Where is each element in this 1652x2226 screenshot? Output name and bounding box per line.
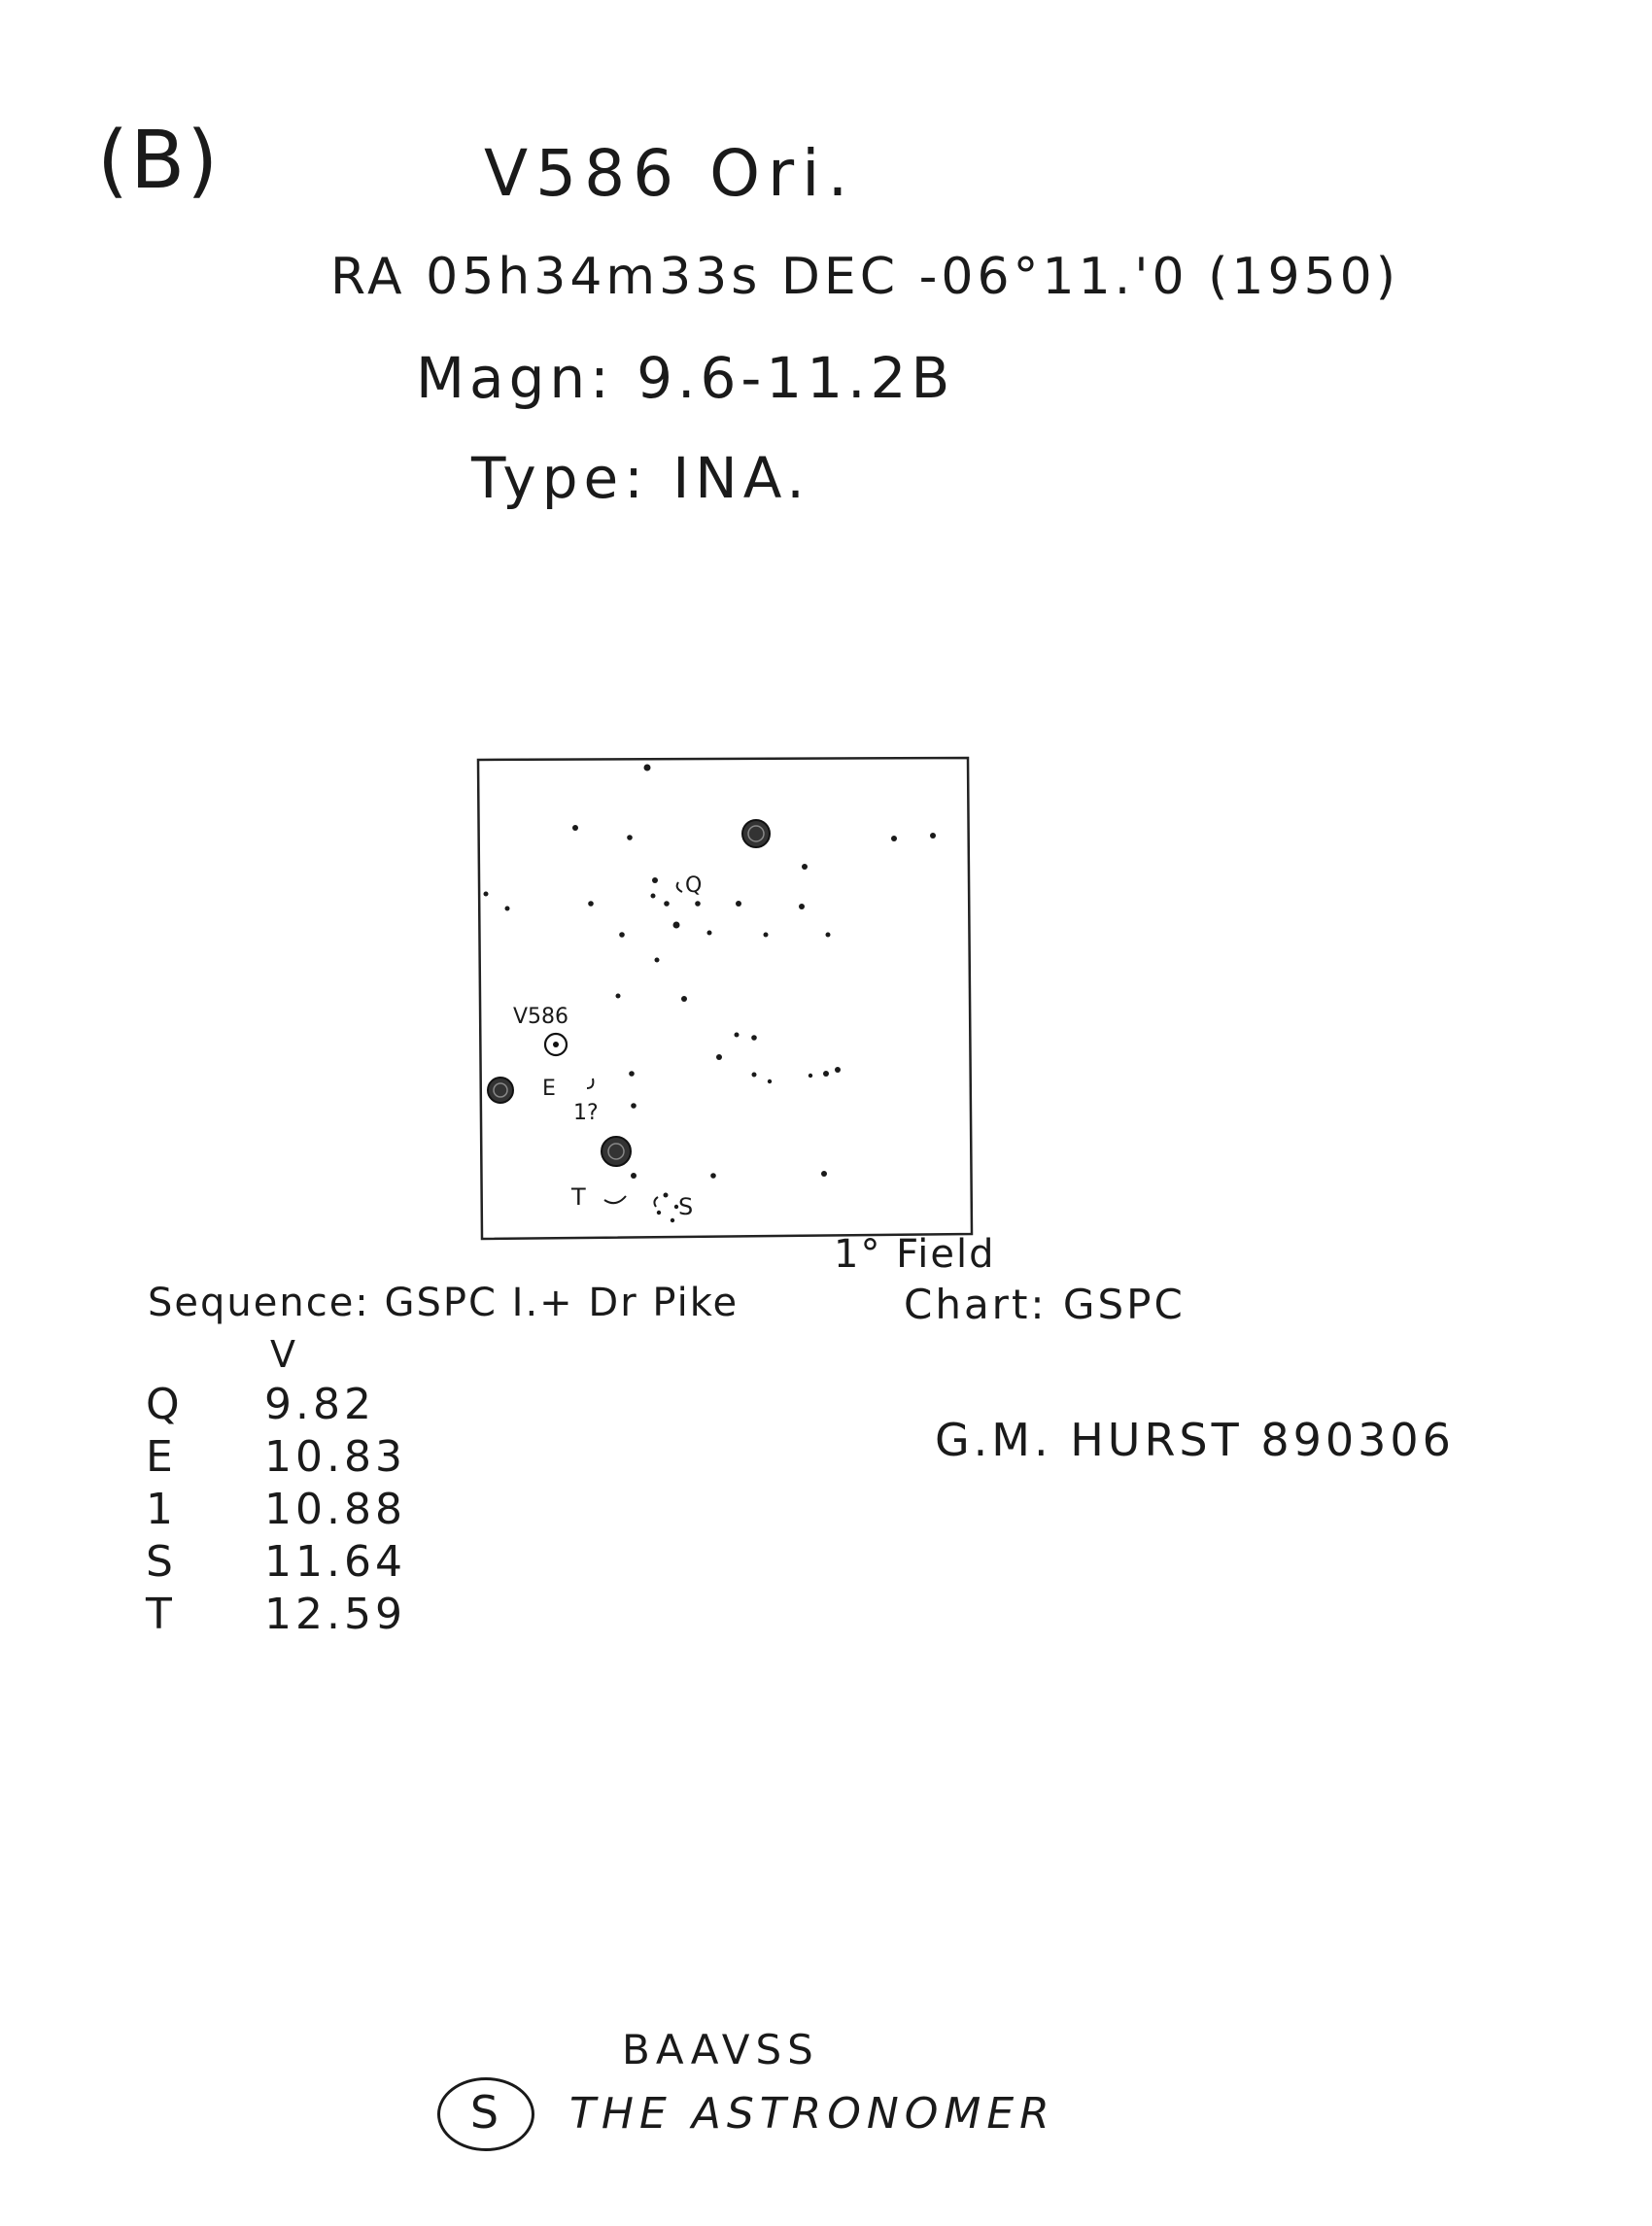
- star: [588, 901, 594, 907]
- sequence-row: [146, 1485, 437, 1535]
- sequence-row: [146, 1432, 437, 1483]
- star: [657, 1211, 661, 1215]
- panel-label: (B): [97, 115, 221, 207]
- bright-stars: [488, 820, 770, 1166]
- star: [484, 892, 489, 897]
- circled-letter-text: S: [469, 2086, 502, 2139]
- star: [664, 901, 670, 907]
- chart-frame: [478, 758, 972, 1239]
- star: [572, 825, 578, 831]
- star: [710, 1173, 716, 1179]
- star: [655, 958, 660, 963]
- sequence-star-label: S: [146, 1537, 176, 1587]
- star: [616, 994, 621, 999]
- star: [826, 933, 831, 938]
- star: [735, 1033, 740, 1038]
- star: [664, 1193, 669, 1198]
- star: [768, 1079, 772, 1083]
- coordinates: RA 05h34m33s DEC -06°11.'0 (1950): [330, 248, 1400, 306]
- star: [695, 901, 701, 907]
- sequence-title: Sequence: GSPC I.+ Dr Pike: [148, 1281, 740, 1325]
- field-stars: [484, 765, 937, 1223]
- star: [764, 933, 769, 938]
- sequence-star-magnitude: 11.64: [264, 1537, 406, 1587]
- star: [651, 894, 656, 899]
- star: [799, 904, 805, 909]
- star: [736, 901, 741, 907]
- star: [716, 1054, 722, 1060]
- star: [681, 996, 687, 1002]
- star: [802, 864, 808, 870]
- star: [751, 1035, 757, 1041]
- bright-star: [602, 1137, 631, 1166]
- chart-label-q: Q: [685, 873, 703, 898]
- star: [629, 1071, 635, 1077]
- star: [891, 836, 897, 841]
- magnitude-range: Magn: 9.6-11.2B: [416, 345, 955, 411]
- sequence-star-label: Q: [146, 1380, 183, 1429]
- organization-name: BAAVSS: [622, 2026, 819, 2073]
- chart-label-1: 1?: [573, 1101, 599, 1125]
- sequence-star-magnitude: 9.82: [264, 1380, 375, 1429]
- sequence-star-label: E: [146, 1432, 176, 1482]
- star: [671, 1218, 674, 1222]
- star: [835, 1067, 841, 1073]
- variable-type: Type: INA.: [471, 445, 810, 511]
- star: [627, 835, 633, 840]
- sequence-star-label: 1: [146, 1485, 176, 1534]
- publication-name: THE ASTRONOMER: [569, 2089, 1055, 2139]
- circled-letter: [437, 2077, 534, 2151]
- star-name: V586 Ori.: [484, 136, 856, 211]
- chart-source: Chart: GSPC: [904, 1281, 1186, 1328]
- star: [821, 1171, 827, 1177]
- chart-label-t: T: [571, 1183, 586, 1211]
- variable-star-marker: [545, 1034, 567, 1055]
- observer-signature: G.M. HURST 890306: [935, 1414, 1455, 1466]
- sequence-star-magnitude: 12.59: [264, 1590, 406, 1639]
- sequence-star-magnitude: 10.88: [264, 1485, 406, 1534]
- chart-label-v586: V586: [513, 1005, 569, 1029]
- bright-star: [488, 1078, 513, 1103]
- star: [707, 931, 712, 936]
- star: [823, 1071, 829, 1077]
- field-size-label: 1° Field: [834, 1232, 996, 1277]
- star: [631, 1103, 637, 1109]
- band-heading: V: [270, 1333, 298, 1376]
- sequence-star-label: T: [146, 1590, 175, 1639]
- star: [930, 833, 936, 839]
- chart-label-s: S: [678, 1193, 694, 1220]
- star: [673, 922, 680, 929]
- star: [505, 907, 510, 911]
- star: [652, 877, 658, 883]
- star: [752, 1073, 757, 1078]
- sequence-star-marks: [587, 882, 682, 1207]
- star: [644, 765, 651, 771]
- sequence-star-magnitude: 10.83: [264, 1432, 406, 1482]
- chart-label-e: E: [542, 1077, 556, 1101]
- sequence-row: [146, 1380, 437, 1430]
- bright-star: [742, 820, 770, 847]
- star: [619, 932, 625, 938]
- sequence-row: [146, 1537, 437, 1588]
- star: [809, 1074, 812, 1078]
- star: [631, 1173, 637, 1179]
- finder-chart: [466, 748, 991, 1253]
- sequence-row: [146, 1590, 437, 1640]
